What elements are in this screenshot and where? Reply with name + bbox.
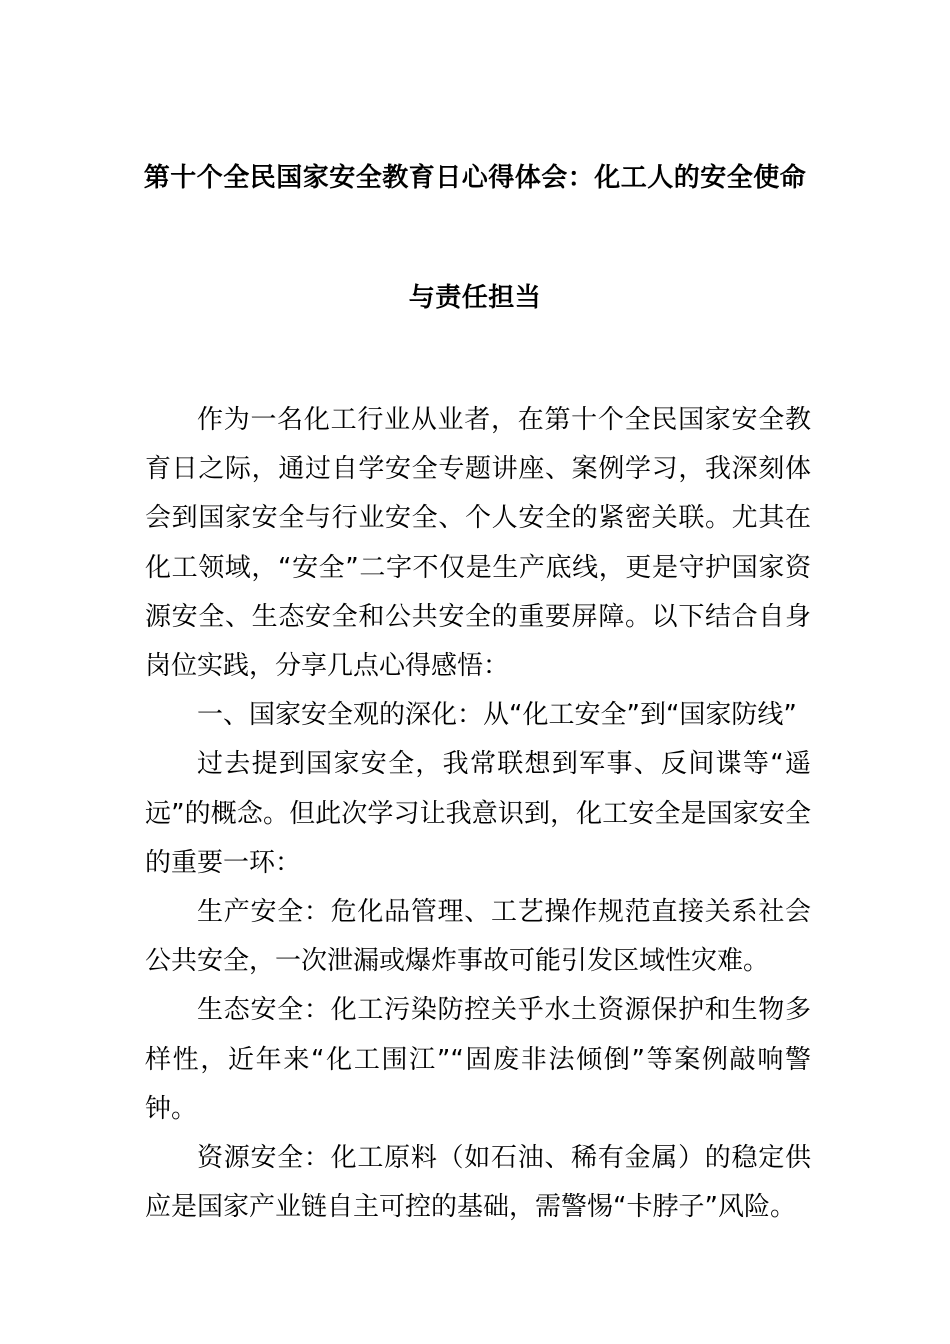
document-title-line-2: 与责任担当: [408, 283, 542, 313]
section-heading-1: 一、国家安全观的深化：从“化工安全”到“国家防线”: [197, 700, 797, 731]
document-body: [145, 396, 811, 1232]
document-title-line-1: 第十个全民国家安全教育日心得体会：化工人的安全使命: [143, 163, 807, 193]
body-paragraph-ecological-safety: 生态安全：化工污染防控关乎水土资源保护和生物多样性，近年来“化工围江”“固废非法倾倒”等案例敲响警钟。: [145, 995, 811, 1124]
intro-paragraph: 作为一名化工行业从业者，在第十个全民国家安全教育日之际，通过自学安全专题讲座、案例学习，我深刻体会到国家安全与行业安全、个人安全的紧密关联。尤其在化工领域，“安全”二字不仅是生产底线，更是守护国家资源安全、生态安全和公共安全的重要屏障。以下结合自身岗位实践，分享几点心得感悟：: [145, 405, 811, 682]
body-paragraph-production-safety: 生产安全：危化品管理、工艺操作规范直接关系社会公共安全，一次泄漏或爆炸事故可能引发区域性灾难。: [145, 897, 811, 977]
body-paragraph-resource-safety: 资源安全：化工原料（如石油、稀有金属）的稳定供应是国家产业链自主可控的基础，需警惕“卡脖子”风险。: [145, 1143, 811, 1223]
body-paragraph: 过去提到国家安全，我常联想到军事、反间谍等“遥远”的概念。但此次学习让我意识到，化工安全是国家安全的重要一环：: [145, 749, 811, 878]
